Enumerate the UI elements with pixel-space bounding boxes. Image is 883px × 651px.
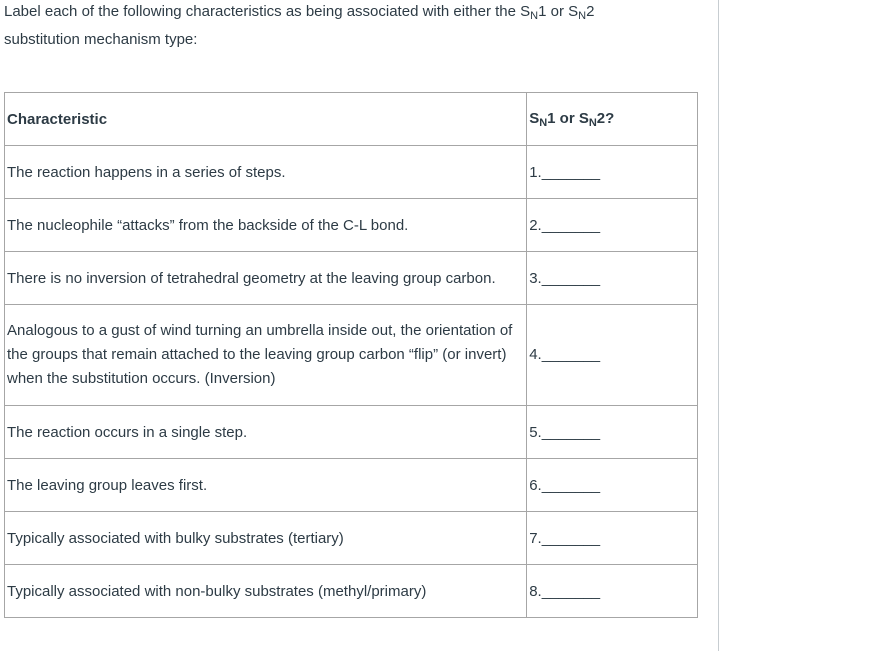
header-end: 2? <box>596 109 615 127</box>
question-prompt <box>4 0 704 52</box>
row-characteristic: The leaving group leaves first. <box>5 459 527 512</box>
row-characteristic: The reaction occurs in a single step. <box>5 406 527 459</box>
content-divider <box>718 0 719 651</box>
row-answer-blank: 1._______ <box>527 146 698 199</box>
table-row <box>5 565 698 618</box>
row-characteristic: The reaction happens in a series of steps. <box>5 146 527 199</box>
header-s-a: S <box>529 109 540 127</box>
row-answer-blank: 5._______ <box>527 406 698 459</box>
prompt-text-b: 1 or S <box>538 3 579 20</box>
row-answer-blank: 4._______ <box>527 305 698 406</box>
prompt-text-line2: substitution mechanism type: <box>4 31 198 48</box>
row-answer-blank: 6._______ <box>527 459 698 512</box>
table-row <box>5 512 698 565</box>
prompt-text-a: Label each of the following characteristics as being associated with either the S <box>4 3 531 20</box>
table-row <box>5 146 698 199</box>
row-answer-blank: 8._______ <box>527 565 698 618</box>
header-sub-a: N <box>539 116 548 129</box>
characteristics-table <box>4 92 698 618</box>
header-mechanism <box>527 93 698 146</box>
row-answer-blank: 3._______ <box>527 252 698 305</box>
header-mid: 1 or S <box>547 109 589 127</box>
table-header-row <box>5 93 698 146</box>
table-row <box>5 199 698 252</box>
header-characteristic: Characteristic <box>5 93 527 146</box>
prompt-text-c: 2 <box>586 3 595 20</box>
table-row <box>5 305 698 406</box>
row-characteristic: Typically associated with bulky substrates (tertiary) <box>5 512 527 565</box>
row-answer-blank: 7._______ <box>527 512 698 565</box>
header-sub-b: N <box>588 116 597 129</box>
table-row <box>5 459 698 512</box>
prompt-subscript-b: N <box>578 10 587 22</box>
row-characteristic: The nucleophile “attacks” from the backside of the C-L bond. <box>5 199 527 252</box>
table-row <box>5 252 698 305</box>
row-characteristic: Typically associated with non-bulky substrates (methyl/primary) <box>5 565 527 618</box>
prompt-subscript-a: N <box>530 10 539 22</box>
row-answer-blank: 2._______ <box>527 199 698 252</box>
row-characteristic: Analogous to a gust of wind turning an umbrella inside out, the orientation of the groups that remain attached to the leaving group carbon “flip” (or invert) when the substitution occurs. (Inversion) <box>5 305 527 406</box>
row-characteristic: There is no inversion of tetrahedral geometry at the leaving group carbon. <box>5 252 527 305</box>
table-row <box>5 406 698 459</box>
